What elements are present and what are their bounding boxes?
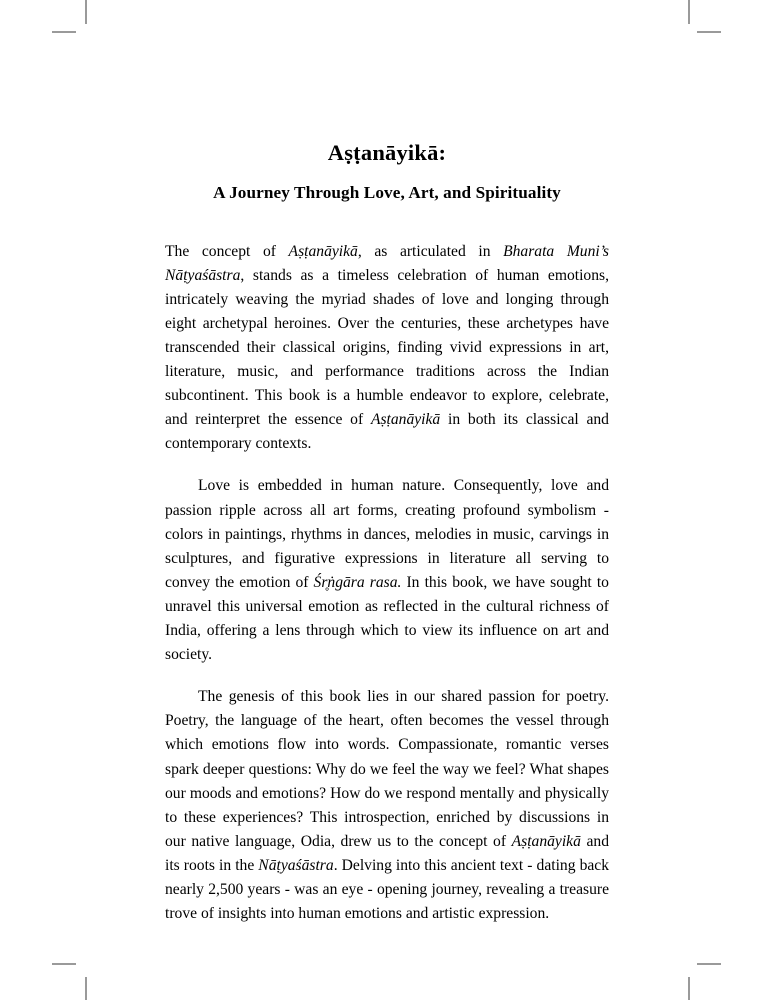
- text-run: In this book, we have sought to unravel this universal emotion as reflected in the cultural richness of India, offering a lens through which to view its influence on art and society.: [165, 573, 609, 664]
- page-content: [165, 0, 609, 926]
- text-run: The concept of: [165, 242, 289, 260]
- crop-mark-bottom-right-horizontal: [697, 963, 721, 965]
- crop-mark-top-left-vertical: [85, 0, 87, 24]
- paragraph-3: [165, 685, 609, 926]
- italic-term: Aṣṭanāyikā: [370, 411, 441, 429]
- body-text: [165, 204, 609, 927]
- italic-term: Bharata Muni’s Nāṭyaśāstra: [165, 242, 609, 284]
- italic-term: Aṣṭanāyikā: [511, 832, 581, 850]
- page-subtitle: A Journey Through Love, Art, and Spirituality: [213, 183, 561, 202]
- text-run: in both its classical and contemporary contexts.: [165, 411, 609, 453]
- text-run: , stands as a timeless celebration of human emotions, intricately weaving the myriad shades of love and longing through eight archetypal heroines. Over the centuries, these archetypes have transcended their classical origins, finding vivid expressions in art, literature, music, and performance traditions across the Indian subcontinent. This book is a humble endeavor to explore, celebrate, and reinterpret the essence of: [165, 266, 609, 429]
- crop-mark-top-right-horizontal: [697, 31, 721, 33]
- crop-mark-top-right-vertical: [688, 0, 690, 24]
- crop-mark-bottom-right-vertical: [688, 977, 690, 1000]
- text-run: . Delving into this ancient text - dating back nearly 2,500 years - was an eye - opening journey, revealing a treasure trove of insights into human emotions and artistic expression.: [165, 856, 609, 923]
- italic-term: Nāṭyaśāstra: [258, 856, 334, 874]
- crop-mark-bottom-left-vertical: [85, 977, 87, 1000]
- text-run: , as articulated in: [357, 242, 504, 260]
- text-run: and its roots in the: [165, 832, 609, 874]
- text-run: The genesis of this book lies in our shared passion for poetry. Poetry, the language of the heart, often becomes the vessel through which emotions flow into words. Compassionate, romantic verses spark deeper questions: Why do we feel the way we feel? What shapes our moods and emotions? How do we respond mentally and physically to these experiences? This introspection, enriched by discussions in our native language, Odia, drew us to the concept of: [165, 688, 609, 850]
- text-run: Love is embedded in human nature. Consequently, love and passion ripple across all art forms, creating profound symbolism - colors in paintings, rhythms in dances, melodies in music, carvings in sculptures, and figurative expressions in literature all serving to convey the emotion of: [165, 477, 609, 591]
- italic-term: Aṣṭanāyikā: [288, 242, 358, 260]
- page-title: Aṣṭanāyikā:: [327, 140, 447, 165]
- paragraph-1: [165, 240, 609, 457]
- italic-term: Śr̥ṅgāra rasa.: [313, 573, 402, 591]
- crop-mark-top-left-horizontal: [52, 31, 76, 33]
- crop-mark-bottom-left-horizontal: [52, 963, 76, 965]
- paragraph-2: [165, 474, 609, 667]
